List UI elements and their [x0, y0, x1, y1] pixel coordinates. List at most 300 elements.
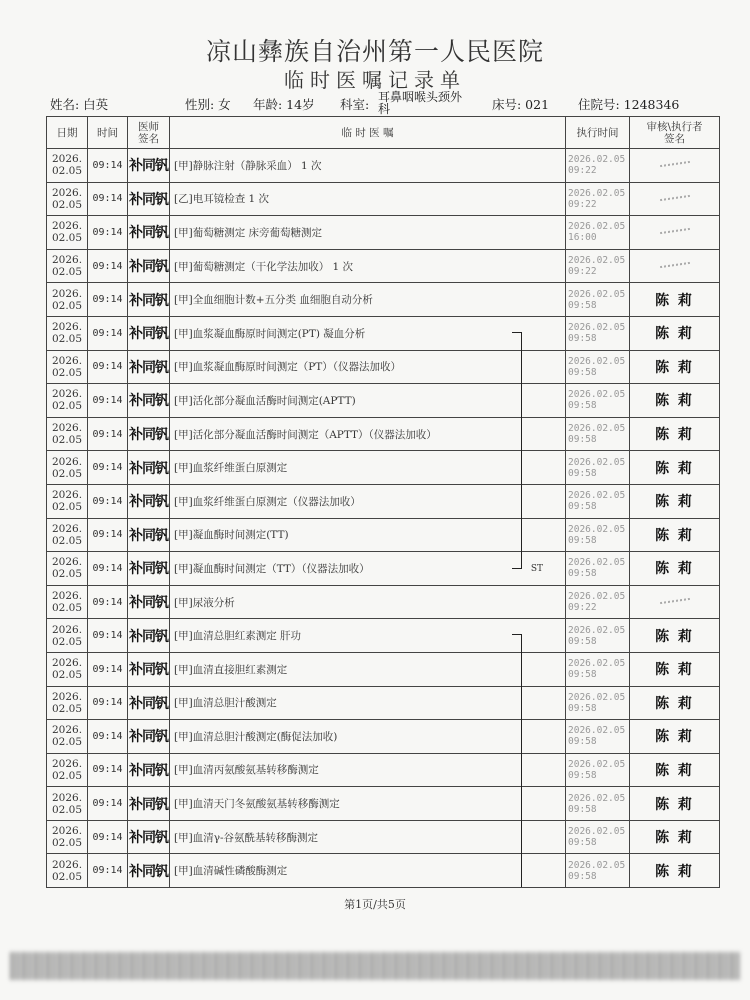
cell-date	[47, 652, 88, 686]
date-day: 02.05	[51, 400, 83, 413]
exec-time: 09:58	[568, 434, 597, 446]
exec-time: 09:58	[568, 299, 597, 311]
cell-date	[47, 384, 88, 418]
cell-date	[47, 686, 88, 720]
order-text: [甲]凝血酶时间测定（TT）（仪器法加收）	[174, 562, 370, 575]
order-text: [甲]血清天门冬氨酸氨基转移酶测定	[174, 798, 340, 811]
order-text: [甲]活化部分凝血活酶时间测定（APTT）（仪器法加收）	[174, 428, 437, 441]
nurse-signature: 陈 莉	[655, 292, 694, 309]
table-row	[47, 283, 720, 317]
cell-exec-time	[566, 753, 630, 787]
cell-nurse-sig	[630, 686, 720, 720]
date-day: 02.05	[51, 837, 83, 850]
order-text: [乙]电耳镜检查 1 次	[174, 193, 270, 206]
order-text: [甲]血清总胆红素测定 肝功	[174, 630, 302, 643]
cell-time: 09:14	[88, 854, 128, 888]
doctor-signature: 补同钒	[129, 830, 168, 847]
exec-date: 2026.02.05	[568, 490, 626, 502]
col-nurse-sig	[630, 117, 720, 149]
cell-time: 09:14	[88, 249, 128, 283]
cell-doctor-sig	[128, 283, 170, 317]
cell-doctor-sig	[128, 182, 170, 216]
nurse-signature: 陈 莉	[655, 695, 694, 712]
table-row	[47, 820, 720, 854]
date-year: 2026.	[51, 220, 83, 233]
cell-nurse-sig	[630, 787, 720, 821]
doctor-signature: 补同钒	[129, 796, 168, 813]
order-text: [甲]全血细胞计数+五分类 血细胞自动分析	[174, 294, 373, 307]
date-day: 02.05	[51, 669, 83, 682]
date-year: 2026.	[51, 757, 83, 770]
cell-order	[170, 619, 566, 653]
exec-time: 09:58	[568, 635, 597, 647]
cell-exec-time	[566, 384, 630, 418]
exec-date: 2026.02.05	[568, 826, 626, 838]
cell-date	[47, 451, 88, 485]
nurse-signature: 陈 莉	[655, 359, 694, 376]
order-text: [甲]尿液分析	[174, 596, 235, 609]
patient-age: 年龄: 14岁	[253, 97, 315, 112]
exec-time: 09:58	[568, 870, 597, 882]
cell-order	[170, 753, 566, 787]
col-nurse-sig-line-1: 审核\执行者	[646, 120, 703, 133]
col-nurse-sig-line-2: 签名	[664, 132, 685, 145]
cell-doctor-sig	[128, 350, 170, 384]
cell-time: 09:14	[88, 384, 128, 418]
date-year: 2026.	[51, 522, 83, 535]
cell-nurse-sig	[630, 552, 720, 586]
cell-time: 09:14	[88, 518, 128, 552]
exec-date: 2026.02.05	[568, 758, 626, 770]
table-row	[47, 216, 720, 250]
date-day: 02.05	[51, 434, 83, 447]
cell-date	[47, 720, 88, 754]
date-year: 2026.	[51, 388, 83, 401]
date-day: 02.05	[51, 602, 83, 615]
cell-date	[47, 619, 88, 653]
date-year: 2026.	[51, 623, 83, 636]
cell-doctor-sig	[128, 451, 170, 485]
cell-doctor-sig	[128, 149, 170, 183]
cell-order	[170, 720, 566, 754]
cell-doctor-sig	[128, 518, 170, 552]
cell-order	[170, 585, 566, 619]
cell-order	[170, 149, 566, 183]
cell-doctor-sig	[128, 216, 170, 250]
patient-sex: 性别: 女	[185, 97, 231, 112]
exec-date: 2026.02.05	[568, 557, 626, 569]
cell-doctor-sig	[128, 753, 170, 787]
exec-date: 2026.02.05	[568, 523, 626, 535]
date-day: 02.05	[51, 568, 83, 581]
doctor-signature: 补同钒	[129, 326, 168, 343]
cell-doctor-sig	[128, 619, 170, 653]
cell-date	[47, 518, 88, 552]
doctor-signature: 补同钒	[129, 662, 168, 679]
cell-exec-time	[566, 619, 630, 653]
cell-time: 09:14	[88, 216, 128, 250]
exec-time: 09:58	[568, 669, 597, 681]
doctor-signature: 补同钒	[129, 628, 168, 645]
date-day: 02.05	[51, 366, 83, 379]
table-row	[47, 518, 720, 552]
cell-time: 09:14	[88, 619, 128, 653]
date-day: 02.05	[51, 266, 83, 279]
cell-order	[170, 350, 566, 384]
nurse-signature: 陈 莉	[655, 796, 694, 813]
exec-date: 2026.02.05	[568, 389, 626, 401]
table-row	[47, 753, 720, 787]
nurse-signature: 陈 莉	[655, 628, 694, 645]
table-row	[47, 720, 720, 754]
date-year: 2026.	[51, 254, 83, 267]
patient-dept	[378, 91, 462, 115]
order-text: [甲]血清总胆汁酸测定(酶促法加收)	[174, 730, 338, 743]
signature-scribble	[660, 261, 690, 269]
exec-date: 2026.02.05	[568, 221, 626, 233]
cell-doctor-sig	[128, 720, 170, 754]
cell-exec-time	[566, 820, 630, 854]
cell-exec-time	[566, 484, 630, 518]
cell-doctor-sig	[128, 316, 170, 350]
cell-exec-time	[566, 417, 630, 451]
table-row	[47, 652, 720, 686]
cell-time: 09:14	[88, 787, 128, 821]
exec-date: 2026.02.05	[568, 691, 626, 703]
nurse-signature: 陈 莉	[655, 494, 694, 511]
table-row	[47, 249, 720, 283]
nurse-signature: 陈 莉	[655, 863, 694, 880]
exec-time: 09:58	[568, 736, 597, 748]
form-title: 临时医嘱记录单	[284, 68, 466, 92]
doctor-signature: 补同钒	[129, 695, 168, 712]
order-text: [甲]血浆纤维蛋白原测定（仪器法加收）	[174, 495, 361, 508]
bed-number: 床号: 021	[492, 97, 550, 112]
date-day: 02.05	[51, 501, 83, 514]
date-day: 02.05	[51, 467, 83, 480]
col-doctor-sig-line-1: 医师	[138, 120, 159, 133]
cell-date	[47, 316, 88, 350]
table-row	[47, 384, 720, 418]
exec-time: 09:58	[568, 769, 597, 781]
date-year: 2026.	[51, 690, 83, 703]
cell-exec-time	[566, 283, 630, 317]
cell-order	[170, 518, 566, 552]
cell-exec-time	[566, 552, 630, 586]
nurse-signature: 陈 莉	[655, 326, 694, 343]
date-year: 2026.	[51, 422, 83, 435]
cell-order	[170, 652, 566, 686]
cell-exec-time	[566, 350, 630, 384]
exec-date: 2026.02.05	[568, 456, 626, 468]
date-year: 2026.	[51, 791, 83, 804]
table-row	[47, 585, 720, 619]
cell-doctor-sig	[128, 686, 170, 720]
cell-time: 09:14	[88, 182, 128, 216]
exec-date: 2026.02.05	[568, 591, 626, 603]
cell-doctor-sig	[128, 787, 170, 821]
cell-time: 09:14	[88, 686, 128, 720]
order-text: [甲]血清总胆汁酸测定	[174, 697, 277, 710]
nurse-signature: 陈 莉	[655, 527, 694, 544]
cell-exec-time	[566, 652, 630, 686]
order-text: [甲]血浆凝血酶原时间测定(PT) 凝血分析	[174, 327, 366, 340]
doctor-signature: 补同钒	[129, 191, 168, 208]
signature-scribble	[660, 160, 690, 168]
date-day: 02.05	[51, 702, 83, 715]
cell-doctor-sig	[128, 652, 170, 686]
nurse-signature: 陈 莉	[655, 762, 694, 779]
exec-date: 2026.02.05	[568, 658, 626, 670]
cell-nurse-sig	[630, 753, 720, 787]
cell-nurse-sig	[630, 350, 720, 384]
cell-nurse-sig	[630, 720, 720, 754]
cell-order	[170, 552, 566, 586]
cell-doctor-sig	[128, 552, 170, 586]
cell-time: 09:14	[88, 484, 128, 518]
cell-doctor-sig	[128, 585, 170, 619]
doctor-signature: 补同钒	[129, 292, 168, 309]
order-text: [甲]凝血酶时间测定(TT)	[174, 529, 289, 542]
cell-date	[47, 249, 88, 283]
cell-date	[47, 149, 88, 183]
cell-exec-time	[566, 316, 630, 350]
cell-order	[170, 182, 566, 216]
cell-time: 09:14	[88, 417, 128, 451]
page-number: 第1页/共5页	[344, 898, 406, 911]
order-text: [甲]血浆纤维蛋白原测定	[174, 462, 288, 475]
cell-order	[170, 216, 566, 250]
cell-date	[47, 552, 88, 586]
exec-time: 09:58	[568, 333, 597, 345]
dept-line-2: 科	[378, 102, 391, 116]
date-day: 02.05	[51, 534, 83, 547]
cell-date	[47, 182, 88, 216]
exec-date: 2026.02.05	[568, 624, 626, 636]
doctor-signature: 补同钒	[129, 460, 168, 477]
doctor-signature: 补同钒	[129, 158, 168, 175]
doctor-signature: 补同钒	[129, 561, 168, 578]
exec-date: 2026.02.05	[568, 154, 626, 166]
cell-doctor-sig	[128, 854, 170, 888]
cell-date	[47, 820, 88, 854]
cell-doctor-sig	[128, 484, 170, 518]
date-year: 2026.	[51, 556, 83, 569]
cell-doctor-sig	[128, 417, 170, 451]
order-table	[46, 116, 720, 888]
date-day: 02.05	[51, 198, 83, 211]
date-day: 02.05	[51, 736, 83, 749]
order-text: [甲]血清碱性磷酸酶测定	[174, 865, 288, 878]
cell-order	[170, 820, 566, 854]
cell-date	[47, 854, 88, 888]
cell-nurse-sig	[630, 585, 720, 619]
date-year: 2026.	[51, 153, 83, 166]
table-row	[47, 451, 720, 485]
table-row	[47, 350, 720, 384]
date-day: 02.05	[51, 333, 83, 346]
signature-scribble	[660, 194, 690, 202]
date-year: 2026.	[51, 657, 83, 670]
scan-smudge	[10, 952, 740, 980]
exec-time: 09:22	[568, 266, 597, 278]
order-text: [甲]活化部分凝血活酶时间测定(APTT)	[174, 394, 356, 407]
cell-exec-time	[566, 854, 630, 888]
table-row	[47, 686, 720, 720]
cell-exec-time	[566, 720, 630, 754]
cell-date	[47, 216, 88, 250]
cell-order	[170, 249, 566, 283]
exec-time: 09:58	[568, 400, 597, 412]
group-bracket-coagulation	[512, 332, 522, 569]
admission-number: 住院号: 1248346	[578, 97, 680, 112]
nurse-signature: 陈 莉	[655, 561, 694, 578]
doctor-signature: 补同钒	[129, 225, 168, 242]
table-header-row	[47, 117, 720, 149]
exec-time: 09:58	[568, 534, 597, 546]
cell-time: 09:14	[88, 149, 128, 183]
cell-date	[47, 484, 88, 518]
nurse-signature: 陈 莉	[655, 662, 694, 679]
cell-doctor-sig	[128, 249, 170, 283]
nurse-signature: 陈 莉	[655, 427, 694, 444]
col-doctor-sig-line-2: 签名	[138, 132, 159, 145]
nurse-signature: 陈 莉	[655, 729, 694, 746]
group-bracket-liver-function	[512, 634, 522, 887]
exec-date: 2026.02.05	[568, 322, 626, 334]
exec-time: 09:58	[568, 467, 597, 479]
date-day: 02.05	[51, 232, 83, 245]
cell-nurse-sig	[630, 149, 720, 183]
cell-order	[170, 316, 566, 350]
table-row	[47, 552, 720, 586]
order-text: [甲]血清丙氨酸氨基转移酶测定	[174, 764, 319, 777]
cell-doctor-sig	[128, 384, 170, 418]
order-text: [甲]血清γ-谷氨酰基转移酶测定	[174, 831, 319, 844]
exec-date: 2026.02.05	[568, 725, 626, 737]
cell-time: 09:14	[88, 820, 128, 854]
doctor-signature: 补同钒	[129, 863, 168, 880]
cell-order	[170, 283, 566, 317]
col-exec-time: 执行时间	[566, 117, 630, 149]
date-day: 02.05	[51, 165, 83, 178]
table-row	[47, 787, 720, 821]
signature-scribble	[660, 227, 690, 235]
cell-time: 09:14	[88, 652, 128, 686]
exec-date: 2026.02.05	[568, 355, 626, 367]
cell-time: 09:14	[88, 350, 128, 384]
exec-date: 2026.02.05	[568, 255, 626, 267]
cell-order	[170, 484, 566, 518]
date-year: 2026.	[51, 590, 83, 603]
cell-order	[170, 451, 566, 485]
order-text: [甲]静脉注射（静脉采血） 1 次	[174, 159, 322, 172]
cell-order	[170, 417, 566, 451]
exec-time: 09:58	[568, 501, 597, 513]
cell-date	[47, 283, 88, 317]
table-row	[47, 854, 720, 888]
date-year: 2026.	[51, 321, 83, 334]
cell-nurse-sig	[630, 216, 720, 250]
doctor-signature: 补同钒	[129, 259, 168, 276]
cell-nurse-sig	[630, 518, 720, 552]
cell-exec-time	[566, 585, 630, 619]
cell-exec-time	[566, 787, 630, 821]
order-text: [甲]葡萄糖测定 床旁葡萄糖测定	[174, 226, 323, 239]
cell-time: 09:14	[88, 552, 128, 586]
exec-time: 09:22	[568, 602, 597, 614]
cell-date	[47, 417, 88, 451]
cell-nurse-sig	[630, 619, 720, 653]
cell-order	[170, 686, 566, 720]
cell-nurse-sig	[630, 484, 720, 518]
cell-nurse-sig	[630, 854, 720, 888]
table-row	[47, 417, 720, 451]
cell-nurse-sig	[630, 384, 720, 418]
doctor-signature: 补同钒	[129, 494, 168, 511]
date-year: 2026.	[51, 455, 83, 468]
cell-nurse-sig	[630, 316, 720, 350]
cell-nurse-sig	[630, 417, 720, 451]
dept-label: 科室:	[340, 97, 370, 112]
exec-time: 16:00	[568, 232, 597, 244]
exec-date: 2026.02.05	[568, 859, 626, 871]
doctor-signature: 补同钒	[129, 359, 168, 376]
cell-order	[170, 384, 566, 418]
cell-exec-time	[566, 686, 630, 720]
cell-date	[47, 753, 88, 787]
exec-time: 09:22	[568, 165, 597, 177]
nurse-signature: 陈 莉	[655, 393, 694, 410]
cell-time: 09:14	[88, 720, 128, 754]
stat-mark: ST	[530, 564, 543, 575]
cell-nurse-sig	[630, 249, 720, 283]
hospital-name: 凉山彝族自治州第一人民医院	[205, 37, 544, 66]
col-doctor-sig	[128, 117, 170, 149]
doctor-signature: 补同钒	[129, 762, 168, 779]
cell-nurse-sig	[630, 820, 720, 854]
cell-exec-time	[566, 451, 630, 485]
date-day: 02.05	[51, 803, 83, 816]
exec-time: 09:58	[568, 803, 597, 815]
patient-name: 姓名: 白英	[50, 97, 109, 112]
date-year: 2026.	[51, 724, 83, 737]
cell-exec-time	[566, 149, 630, 183]
cell-order	[170, 787, 566, 821]
order-text: [甲]血清直接胆红素测定	[174, 663, 288, 676]
date-year: 2026.	[51, 186, 83, 199]
date-day: 02.05	[51, 769, 83, 782]
cell-time: 09:14	[88, 316, 128, 350]
table-row	[47, 316, 720, 350]
exec-date: 2026.02.05	[568, 288, 626, 300]
cell-order	[170, 854, 566, 888]
exec-date: 2026.02.05	[568, 187, 626, 199]
exec-time: 09:22	[568, 198, 597, 210]
doctor-signature: 补同钒	[129, 427, 168, 444]
date-year: 2026.	[51, 354, 83, 367]
col-date: 日期	[47, 117, 88, 149]
date-day: 02.05	[51, 299, 83, 312]
cell-time: 09:14	[88, 283, 128, 317]
table-row	[47, 149, 720, 183]
cell-date	[47, 350, 88, 384]
nurse-signature: 陈 莉	[655, 830, 694, 847]
cell-exec-time	[566, 216, 630, 250]
nurse-signature: 陈 莉	[655, 460, 694, 477]
order-text: [甲]葡萄糖测定（干化学法加收） 1 次	[174, 260, 354, 273]
exec-time: 09:58	[568, 837, 597, 849]
